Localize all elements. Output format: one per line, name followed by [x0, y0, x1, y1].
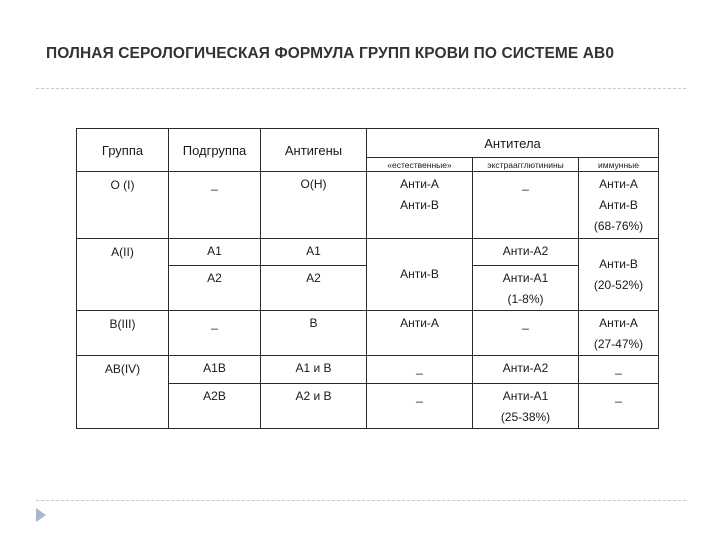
extra-a2-2: (1-8%) — [507, 292, 544, 306]
extra-a1: Анти-А2 — [473, 239, 579, 266]
antigen-a2: А2 — [261, 266, 367, 311]
extra-b: _ — [473, 311, 579, 356]
antigen-a1: А1 — [261, 239, 367, 266]
table-row — [77, 172, 659, 239]
slide-bullet-icon — [36, 508, 46, 522]
immune-b-1: Анти-А — [599, 316, 638, 330]
immune-ab2: _ — [579, 384, 659, 429]
group-ab: AB(IV) — [77, 356, 169, 429]
antigen-b: В — [261, 311, 367, 356]
group-a: A(II) — [77, 239, 169, 311]
immune-a — [579, 239, 659, 311]
extra-a2-1: Анти-А1 — [502, 271, 549, 285]
extra-ab2 — [473, 384, 579, 429]
header-group: Группа — [77, 129, 169, 172]
group-b: B(III) — [77, 311, 169, 356]
header-immune: иммунные — [579, 158, 659, 172]
extra-ab2-2: (25-38%) — [500, 410, 551, 424]
immune-a-1: Анти-В — [599, 256, 638, 271]
antigen-ab2: А2 и В — [261, 384, 367, 429]
bottom-divider — [36, 500, 686, 501]
natural-ab2: _ — [367, 384, 473, 429]
natural-o-2: Анти-В — [400, 198, 439, 212]
extra-a2 — [473, 266, 579, 311]
subgroup-a1: А1 — [169, 239, 261, 266]
extra-ab2-1: Анти-А1 — [502, 389, 549, 403]
header-subgroup: Подгруппа — [169, 129, 261, 172]
table-row — [77, 356, 659, 384]
subgroup-a2: А2 — [169, 266, 261, 311]
header-antigens: Антигены — [261, 129, 367, 172]
natural-o — [367, 172, 473, 239]
serology-table — [76, 128, 659, 429]
header-antibodies: Антитела — [367, 129, 659, 158]
natural-ab1: _ — [367, 356, 473, 384]
natural-a: Анти-В — [367, 239, 473, 311]
table-row — [77, 239, 659, 266]
page-title: ПОЛНАЯ СЕРОЛОГИЧЕСКАЯ ФОРМУЛА ГРУПП КРОВИ ПО СИСТЕМЕ АВ0 — [46, 45, 615, 62]
antigen-ab1: А1 и В — [261, 356, 367, 384]
subgroup-b: _ — [169, 311, 261, 356]
immune-o-2: Анти-В — [599, 198, 638, 212]
immune-b — [579, 311, 659, 356]
subgroup-ab1: А1В — [169, 356, 261, 384]
extra-o: _ — [473, 172, 579, 239]
extra-ab1: Анти-А2 — [473, 356, 579, 384]
immune-b-2: (27-47%) — [593, 337, 644, 351]
top-divider — [36, 88, 686, 89]
subgroup-ab2: А2В — [169, 384, 261, 429]
immune-o-3: (68-76%) — [593, 219, 644, 233]
header-extra: экстраагглютинины — [473, 158, 579, 172]
immune-o — [579, 172, 659, 239]
antigen-o: O(H) — [261, 172, 367, 239]
table-row — [77, 311, 659, 356]
immune-ab1: _ — [579, 356, 659, 384]
immune-o-1: Анти-А — [599, 177, 638, 191]
header-natural: «естественные» — [367, 158, 473, 172]
natural-b: Анти-А — [367, 311, 473, 356]
group-o: O (I) — [77, 172, 169, 239]
natural-o-1: Анти-А — [400, 177, 439, 191]
subgroup-o: _ — [169, 172, 261, 239]
immune-a-2: (20-52%) — [593, 277, 644, 292]
